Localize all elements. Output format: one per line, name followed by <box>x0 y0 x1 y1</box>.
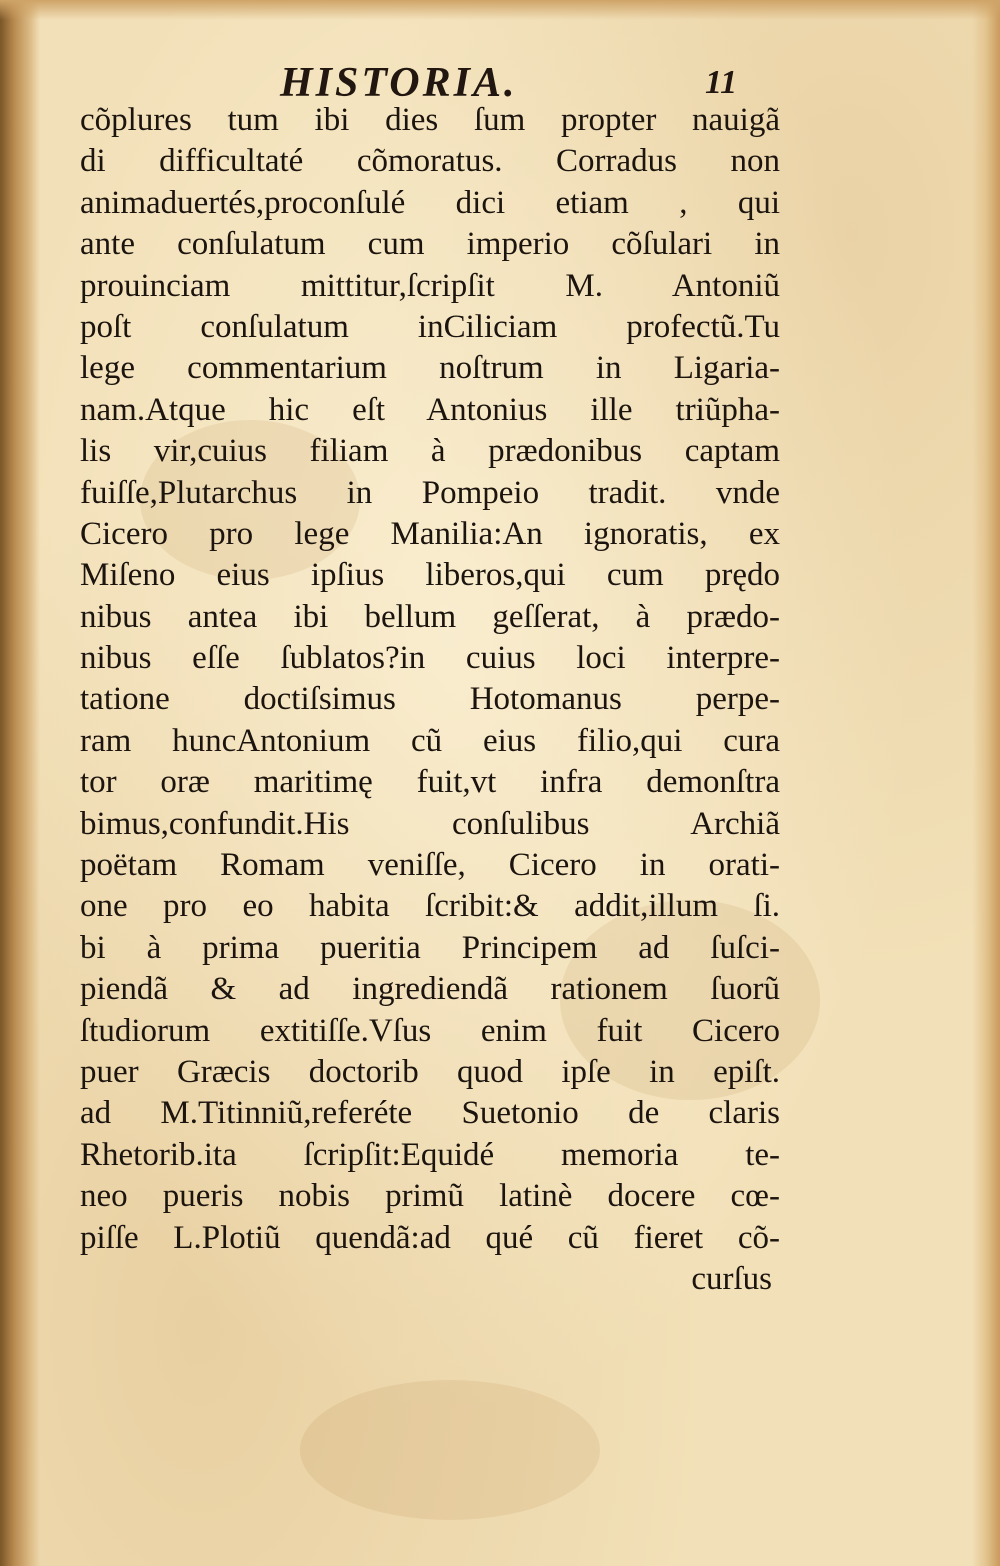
text-line: bi à prima pueritia Principem ad ſuſci- <box>80 929 780 966</box>
text-line: prouinciam mittitur,ſcripſit M. Antoniũ <box>80 267 780 304</box>
text-line: poëtam Romam veniſſe, Cicero in orati- <box>80 847 780 884</box>
text-line: tor oræ maritimę fuit,vt infra demonſtra <box>80 764 780 801</box>
text-line: Miſeno eius ipſius liberos,qui cum prędo <box>80 557 780 594</box>
text-line: ſtudiorum extitiſſe.Vſus enim fuit Cicero <box>80 1012 780 1049</box>
text-line: Rhetorib.ita ſcripſit:Equidé memoria te- <box>80 1136 780 1173</box>
text-line: piendã & ad ingrediendã rationem ſuorũ <box>80 971 780 1008</box>
paper-stain <box>300 1380 600 1520</box>
text-line: puer Græcis doctorib quod ipſe in epiſt. <box>80 1053 780 1090</box>
text-line: bimus,confundit.His conſulibus Archiã <box>80 805 780 842</box>
text-line: fuiſſe,Plutarchus in Pompeio tradit. vnde <box>80 474 780 511</box>
text-line: ad M.Titinniũ,referéte Suetonio de claris <box>80 1095 780 1132</box>
text-line: ante conſulatum cum imperio cõſulari in <box>80 226 780 263</box>
text-line: tatione doctiſsimus Hotomanus perpe- <box>80 681 780 718</box>
text-line: nibus eſſe ſublatos?in cuius loci interpre- <box>80 640 780 677</box>
text-line: lege commentarium noſtrum in Ligaria- <box>80 350 780 387</box>
text-line: ram huncAntonium cũ eius filio,qui cura <box>80 722 780 759</box>
page-edge-top <box>0 0 1000 20</box>
text-line: Cicero pro lege Manilia:An ignoratis, ex <box>80 515 780 552</box>
body-text <box>80 100 780 1300</box>
page-number: 11 <box>705 64 738 101</box>
catchword: curſus <box>691 1260 772 1297</box>
text-line: nam.Atque hic eſt Antonius ille triũpha- <box>80 391 780 428</box>
text-line: animaduertés,proconſulé dici etiam , qui <box>80 184 780 221</box>
text-line: piſſe L.Plotiũ quendã:ad qué cũ fieret cõ- <box>80 1219 780 1256</box>
text-line: neo pueris nobis primũ latinè docere cœ- <box>80 1178 780 1215</box>
page-gutter-shadow <box>0 0 40 1566</box>
text-line: lis vir,cuius filiam à prædonibus captam <box>80 433 780 470</box>
page-edge-right <box>972 0 1000 1566</box>
text-line: cõplures tum ibi dies ſum propter nauigã <box>80 102 780 138</box>
running-title: HISTORIA. <box>280 60 518 106</box>
text-line: di difficultaté cõmoratus. Corradus non <box>80 143 780 180</box>
text-line: poſt conſulatum inCiliciam profectũ.Tu <box>80 308 780 345</box>
text-line: nibus antea ibi bellum geſſerat, à prædo- <box>80 598 780 635</box>
text-line: one pro eo habita ſcribit:& addit,illum ſi. <box>80 888 780 925</box>
